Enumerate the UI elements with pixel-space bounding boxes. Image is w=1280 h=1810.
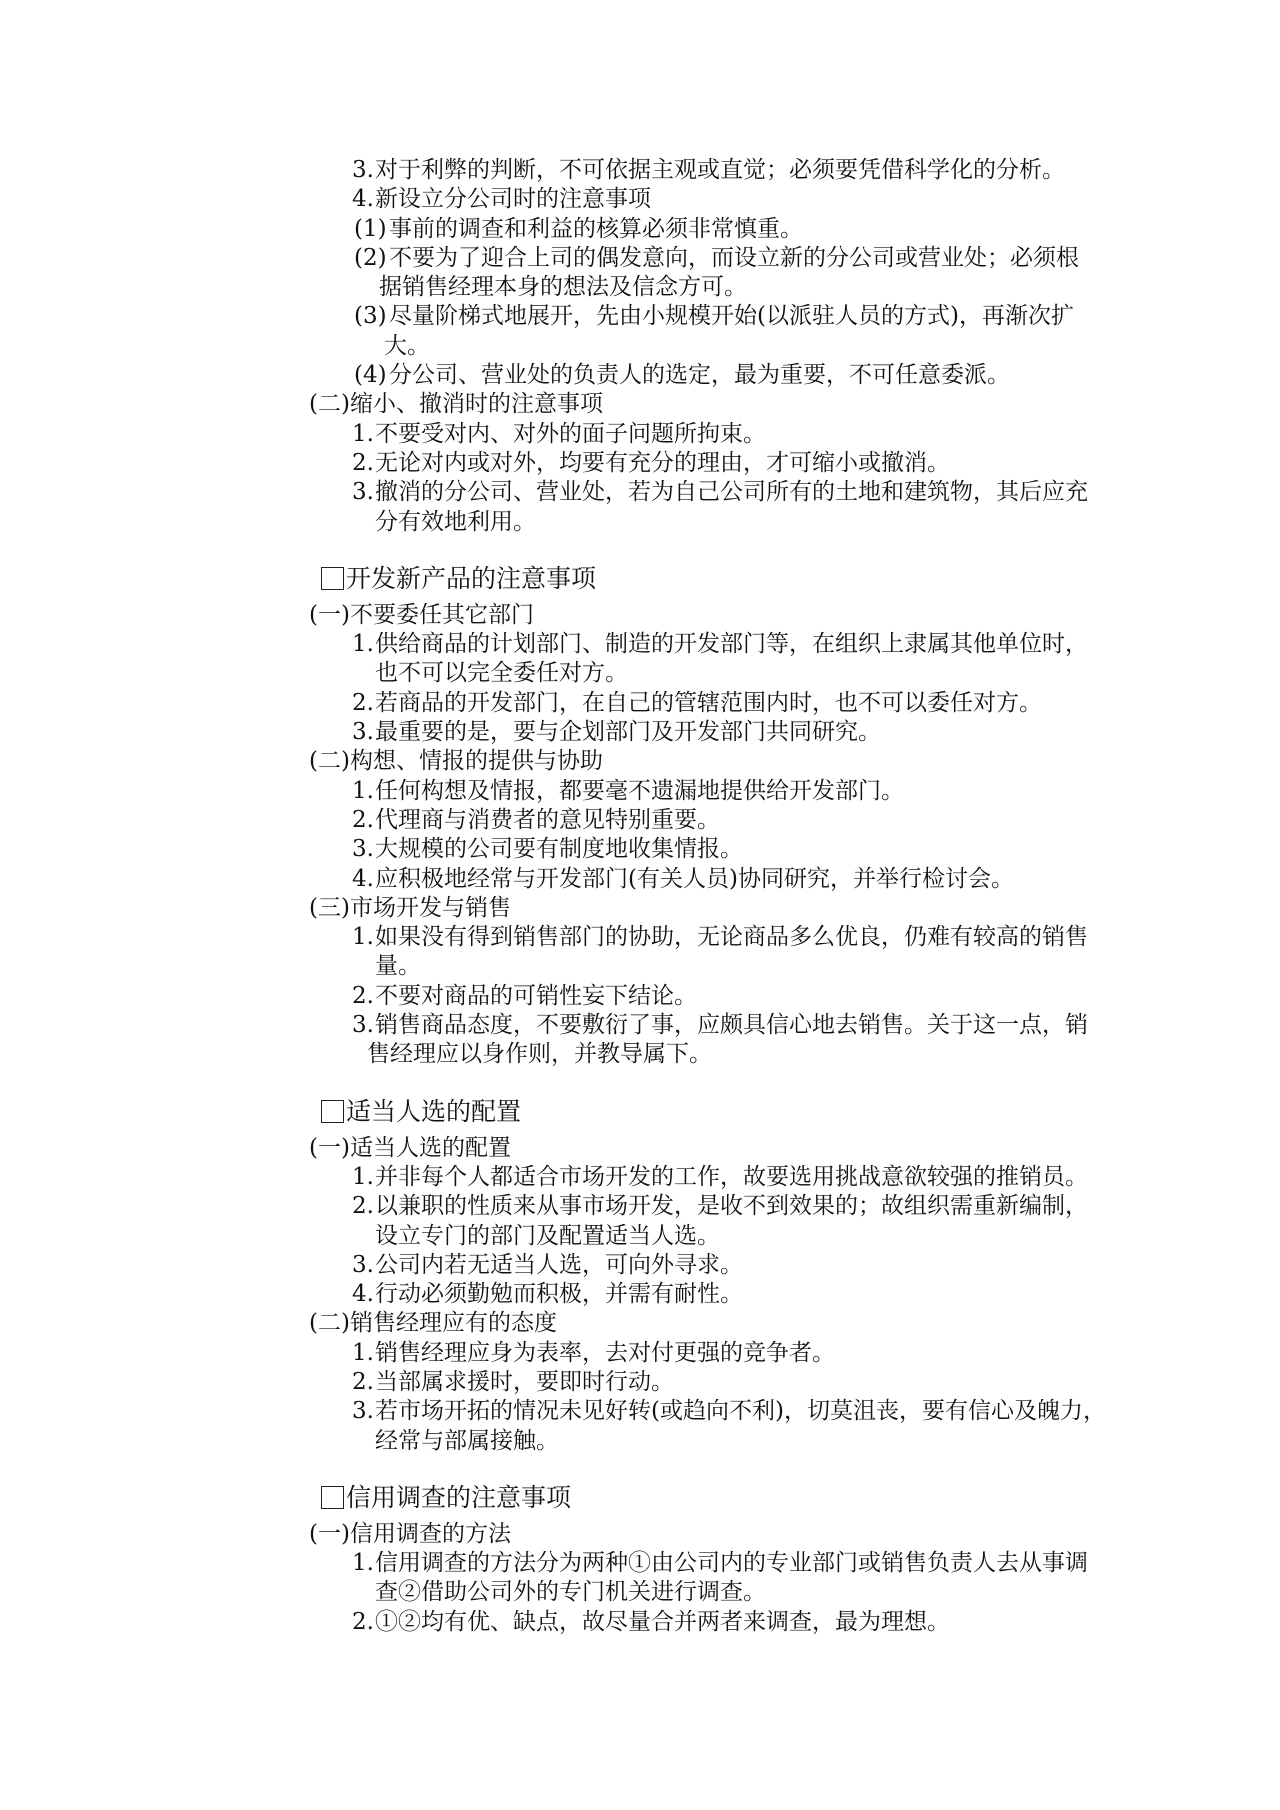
list-item: [0, 1608, 1280, 1637]
sub-item-text: 尽量阶梯式地展开，先由小规模开始(以派驻人员的方式)，再渐次扩: [389, 303, 1074, 330]
item-text: 信用调查的方法分为两种①由公司内的专业部门或销售负责人去从事调: [375, 1550, 1088, 1577]
subsection-title: [0, 1134, 1280, 1163]
list-item: [0, 1251, 1280, 1280]
item-text: 销售经理应身为表率，去对付更强的竞争者。: [375, 1339, 835, 1366]
item-text: 并非每个人都适合市场开发的工作，故要选用挑战意欲较强的推销员。: [375, 1163, 1088, 1190]
sub-list-item: [0, 302, 1280, 331]
list-item: [0, 420, 1280, 449]
list-item: [0, 1397, 1280, 1426]
sub-item-text: 事前的调查和利益的核算必须非常慎重。: [389, 215, 803, 242]
sub-item-number: (2): [354, 244, 387, 271]
item-text: 新设立分公司时的注意事项: [375, 186, 651, 213]
list-item: [0, 806, 1280, 835]
sub-list-item: [0, 215, 1280, 244]
subsection-title: [0, 601, 1280, 630]
item-number: 3.: [352, 719, 374, 746]
item-text: 公司内若无适当人选，可向外寻求。: [375, 1251, 743, 1278]
list-item: [0, 478, 1280, 507]
section-heading: [0, 562, 1280, 596]
item-number: 1.: [352, 1550, 374, 1577]
subsection-title: [0, 747, 1280, 776]
list-item: [0, 1368, 1280, 1397]
list-item-continuation: 设立专门的部门及配置适当人选。: [375, 1222, 720, 1249]
sub-list-item-continuation: 据销售经理本身的想法及信念方可。: [379, 274, 747, 301]
section-heading: [0, 1095, 1280, 1129]
subsection-label: (二): [309, 1310, 350, 1337]
section-heading-text: 信用调查的注意事项: [346, 1482, 572, 1512]
subsection-label: (二): [309, 748, 350, 775]
subsection-title: [0, 894, 1280, 923]
list-item: [0, 1011, 1280, 1040]
item-number: 1.: [352, 924, 374, 951]
list-item: [0, 923, 1280, 952]
item-text: 任何构想及情报，都要毫不遗漏地提供给开发部门。: [375, 777, 904, 804]
list-item: [0, 1549, 1280, 1578]
sub-list-item: [0, 244, 1280, 273]
item-text: 应积极地经常与开发部门(有关人员)协同研究，并举行检讨会。: [375, 865, 1014, 892]
list-item: [0, 630, 1280, 659]
subsection-title: [0, 390, 1280, 419]
subsection-title-text: 构想、情报的提供与协助: [349, 748, 603, 775]
item-number: 4.: [352, 865, 374, 892]
item-text: 行动必须勤勉而积极，并需有耐性。: [375, 1281, 743, 1308]
sub-item-text: 分公司、营业处的负责人的选定，最为重要，不可任意委派。: [389, 362, 1010, 389]
item-number: 1.: [352, 1163, 374, 1190]
item-text: 对于利弊的判断，不可依据主观或直觉；必须要凭借科学化的分析。: [375, 157, 1065, 183]
list-item: [0, 689, 1280, 718]
item-text: 如果没有得到销售部门的协助，无论商品多么优良，仍难有较高的销售: [375, 924, 1088, 951]
subsection-title-text: 市场开发与销售: [349, 894, 511, 921]
section-heading-text: 适当人选的配置: [346, 1096, 522, 1126]
item-number: 4.: [352, 186, 374, 213]
list-item-continuation: 售经理应以身作则，并教导属下。: [367, 1041, 712, 1068]
subsection-title: [0, 1520, 1280, 1549]
sub-item-number: (3): [354, 303, 387, 330]
item-text: 不要受对内、对外的面子问题所拘束。: [375, 420, 766, 447]
item-number: 2.: [352, 1608, 374, 1635]
item-number: 2.: [352, 806, 374, 833]
list-item: [0, 1192, 1280, 1221]
item-text: 无论对内或对外，均要有充分的理由，才可缩小或撤消。: [375, 449, 950, 476]
item-text: 销售商品态度，不要敷衍了事，应颇具信心地去销售。关于这一点，销: [375, 1012, 1088, 1039]
list-item: [0, 1280, 1280, 1309]
sub-item-number: (1): [354, 215, 387, 242]
item-text: 若商品的开发部门，在自己的管辖范围内时，也不可以委任对方。: [375, 689, 1042, 716]
square-bullet-icon: [321, 1486, 344, 1509]
item-text: 以兼职的性质来从事市场开发，是收不到效果的；故组织需重新编制，: [375, 1193, 1088, 1220]
subsection-title: [0, 1309, 1280, 1338]
item-text: 代理商与消费者的意见特别重要。: [375, 806, 720, 833]
item-number: 2.: [352, 449, 374, 476]
item-number: 2.: [352, 689, 374, 716]
item-number: 1.: [352, 777, 374, 804]
list-item-continuation: 量。: [375, 953, 421, 980]
list-item: [0, 718, 1280, 747]
list-item: [0, 777, 1280, 806]
list-item: [0, 449, 1280, 478]
subsection-title-text: 不要委任其它部门: [349, 601, 534, 628]
item-number: 2.: [352, 1368, 374, 1395]
item-text: 当部属求援时，要即时行动。: [375, 1368, 674, 1395]
item-text: 供给商品的计划部门、制造的开发部门等，在组织上隶属其他单位时，: [375, 631, 1088, 658]
list-item-continuation: 查②借助公司外的专门机关进行调查。: [375, 1579, 766, 1606]
item-text: 撤消的分公司、营业处，若为自己公司所有的土地和建筑物，其后应充: [375, 479, 1088, 506]
item-number: 1.: [352, 631, 374, 658]
subsection-label: (一): [309, 1520, 350, 1547]
item-number: 1.: [352, 420, 374, 447]
list-item: [0, 982, 1280, 1011]
item-number: 4.: [352, 1281, 374, 1308]
subsection-label: (二): [309, 391, 350, 418]
list-item-continuation: 也不可以完全委任对方。: [375, 660, 628, 687]
list-item: [0, 865, 1280, 894]
item-number: 3.: [352, 1012, 374, 1039]
subsection-title-text: 销售经理应有的态度: [349, 1310, 557, 1337]
square-bullet-icon: [321, 567, 344, 590]
item-text: 大规模的公司要有制度地收集情报。: [375, 836, 743, 863]
list-item: [0, 1339, 1280, 1368]
section-heading: [0, 1481, 1280, 1515]
subsection-title-text: 适当人选的配置: [349, 1134, 511, 1161]
sub-list-item: [0, 361, 1280, 390]
item-number: 3.: [352, 836, 374, 863]
subsection-label: (一): [309, 601, 350, 628]
item-number: 3.: [352, 1251, 374, 1278]
square-bullet-icon: [321, 1100, 344, 1123]
list-item: [0, 1163, 1280, 1192]
section-heading-text: 开发新产品的注意事项: [346, 563, 597, 593]
item-number: 3.: [352, 157, 374, 183]
subsection-label: (三): [309, 894, 350, 921]
list-item-continuation: 经常与部属接触。: [375, 1427, 559, 1454]
subsection-label: (一): [309, 1134, 350, 1161]
item-text: 不要对商品的可销性妄下结论。: [375, 982, 697, 1009]
item-number: 3.: [352, 479, 374, 506]
list-item: [0, 185, 1280, 214]
item-text: ①②均有优、缺点，故尽量合并两者来调查，最为理想。: [375, 1608, 950, 1635]
sub-item-text: 不要为了迎合上司的偶发意向，而设立新的分公司或营业处；必须根: [389, 244, 1079, 271]
list-item: [0, 835, 1280, 864]
list-item-continuation: 分有效地利用。: [375, 508, 536, 535]
sub-item-number: (4): [354, 362, 387, 389]
sub-list-item-continuation: 大。: [384, 332, 430, 359]
item-text: 若市场开拓的情况未见好转(或趋向不利)，切莫沮丧，要有信心及魄力，: [375, 1398, 1106, 1425]
subsection-title-text: 信用调查的方法: [349, 1520, 511, 1547]
item-number: 3.: [352, 1398, 374, 1425]
item-number: 2.: [352, 982, 374, 1009]
subsection-title-text: 缩小、撤消时的注意事项: [349, 391, 603, 418]
item-number: 2.: [352, 1193, 374, 1220]
item-number: 1.: [352, 1339, 374, 1366]
list-item: [0, 156, 1280, 185]
item-text: 最重要的是，要与企划部门及开发部门共同研究。: [375, 719, 881, 746]
